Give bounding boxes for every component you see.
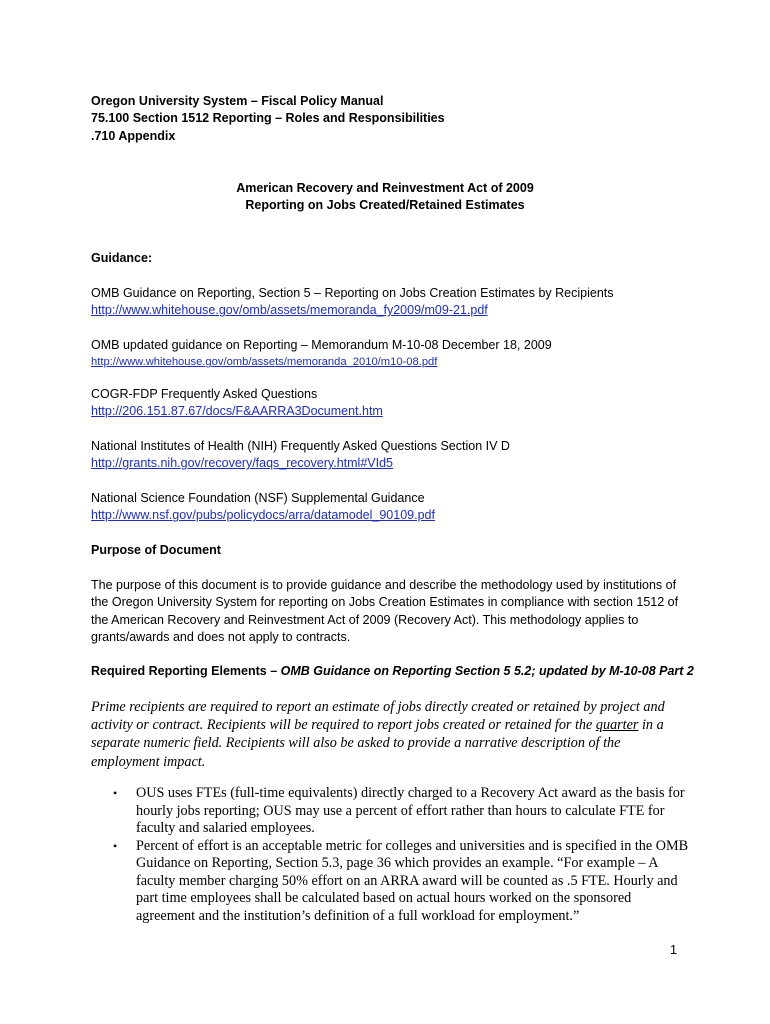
guidance-item-text: OMB Guidance on Reporting, Section 5 – Reporting on Jobs Creation Estimates by Recipients bbox=[91, 286, 614, 300]
required-heading-label: Required Reporting Elements – bbox=[91, 664, 281, 678]
quote-text-before: Prime recipients are required to report an estimate of jobs directly created or retained by project and activity or contract. Recipients will be required to report jobs created or retained for the bbox=[91, 699, 665, 734]
list-item-text: Percent of effort is an acceptable metric for colleges and universities and is specified in the OMB Guidance on Reporting, Section 5.3, page 36 which provides an example. “For example – A faculty member charging 50% effort on an ARRA award will be counted as .5 FTE. Hourly and part time employees shall be calculated based on actual hours worked on the sponsored agreement and the institution’s definition of a full workload for employment.” bbox=[136, 837, 689, 924]
header-manual-title: Oregon University System – Fiscal Policy Manual bbox=[91, 94, 384, 108]
bullet-marker: • bbox=[113, 786, 118, 800]
guidance-item-text: National Science Foundation (NSF) Supplemental Guidance bbox=[91, 491, 425, 505]
guidance-link[interactable]: http://206.151.87.67/docs/F&AARRA3Document.htm bbox=[91, 404, 383, 419]
quote-underlined-word: quarter bbox=[595, 717, 639, 734]
required-heading bbox=[91, 663, 694, 680]
bullet-marker: • bbox=[113, 838, 118, 853]
guidance-item-text: OMB updated guidance on Reporting – Memorandum M-10-08 December 18, 2009 bbox=[91, 338, 552, 352]
guidance-item bbox=[91, 337, 691, 372]
guidance-link[interactable]: http://www.nsf.gov/pubs/policydocs/arra/datamodel_90109.pdf bbox=[91, 508, 435, 523]
guidance-link[interactable]: http://grants.nih.gov/recovery/faqs_recovery.html#VId5 bbox=[91, 456, 394, 471]
header-section-title: 75.100 Section 1512 Reporting – Roles and Responsibilities bbox=[91, 111, 445, 126]
guidance-item bbox=[91, 386, 691, 421]
purpose-body: The purpose of this document is to provide guidance and describe the methodology used by institutions of the Oregon University System for reporting on Jobs Creation Estimates in compliance with section 1512 of the American Recovery and Reinvestment Act of 2009 (Recovery Act). This methodology applies to grants/awards and does not apply to contracts. bbox=[91, 578, 679, 645]
page-number: 1 bbox=[670, 943, 677, 957]
title-line-1: American Recovery and Reinvestment Act of 2009 bbox=[236, 181, 534, 195]
guidance-link[interactable]: http://www.whitehouse.gov/omb/assets/memoranda_2010/m10-08.pdf bbox=[91, 356, 438, 369]
list-item bbox=[91, 785, 691, 838]
list-item bbox=[91, 838, 691, 926]
required-heading-reference: OMB Guidance on Reporting Section 5 5.2; updated by M-10-08 Part 2 bbox=[280, 664, 694, 678]
bullet-list bbox=[91, 785, 691, 925]
guidance-link[interactable]: http://www.whitehouse.gov/omb/assets/memoranda_fy2009/m09-21.pdf bbox=[91, 303, 488, 318]
guidance-item bbox=[91, 438, 691, 473]
document-header bbox=[91, 93, 691, 145]
omb-quote bbox=[91, 698, 671, 771]
title-line-2: Reporting on Jobs Created/Retained Estimates bbox=[245, 198, 525, 213]
guidance-item bbox=[91, 285, 691, 320]
list-item-text: OUS uses FTEs (full-time equivalents) directly charged to a Recovery Act award as the basis for hourly jobs reporting; OUS may use a percent of effort rather than hours to calculate FTE for faculty and salaried employees. bbox=[136, 785, 685, 836]
guidance-item-text: National Institutes of Health (NIH) Frequently Asked Questions Section IV D bbox=[91, 439, 510, 453]
guidance-heading: Guidance: bbox=[91, 251, 153, 265]
document-title bbox=[91, 180, 679, 215]
guidance-item-text: COGR-FDP Frequently Asked Questions bbox=[91, 387, 318, 401]
purpose-heading: Purpose of Document bbox=[91, 543, 221, 557]
header-appendix: .710 Appendix bbox=[91, 128, 176, 143]
guidance-item bbox=[91, 490, 691, 525]
quote-text-after: in a separate numeric field. Recipients will also be asked to provide a narrative description of the employment impact. bbox=[91, 717, 664, 770]
